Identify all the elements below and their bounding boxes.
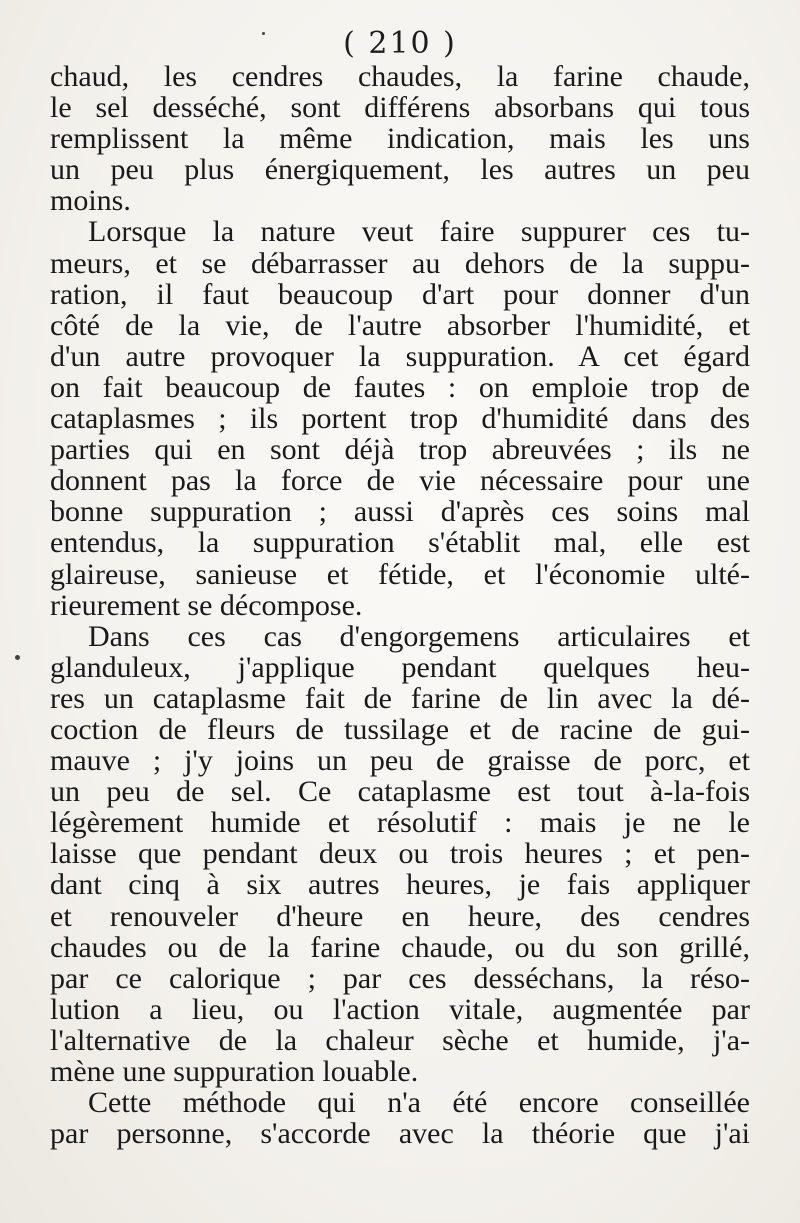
text-line: Dans ces cas d'engorgemens articulaires et — [88, 619, 750, 653]
text-line: remplissent la même indication, mais les uns — [50, 122, 750, 156]
text-line: et renouveler d'heure en heure, des cendres — [50, 899, 750, 933]
text-line: moins. — [50, 184, 131, 218]
text-line: laisse que pendant deux ou trois heures ; et pen- — [50, 837, 750, 871]
text-line: meurs, et se débarrasser au dehors de la suppu- — [50, 246, 750, 280]
text-line: glaireuse, sanieuse et fétide, et l'économie ulté- — [50, 557, 750, 591]
text-line: lution a lieu, ou l'action vitale, augmentée par — [50, 992, 750, 1026]
text-line: côté de la vie, de l'autre absorber l'humidité, et — [50, 308, 750, 342]
text-line: on fait beaucoup de fautes : on emploie trop de — [50, 370, 750, 404]
text-line: mauve ; j'y joins un peu de graisse de porc, et — [50, 744, 750, 778]
text-line: l'alternative de la chaleur sèche et humide, j'a- — [50, 1023, 750, 1057]
text-line: un peu de sel. Ce cataplasme est tout à-la-fois — [50, 775, 750, 809]
text-line: un peu plus énergiquement, les autres un peu — [50, 153, 750, 187]
text-line: Cette méthode qui n'a été encore conseillée — [88, 1086, 750, 1120]
paragraph-4 — [50, 1087, 750, 1149]
text-line: chaud, les cendres chaudes, la farine chaude, — [50, 60, 750, 93]
text-line: coction de fleurs de tussilage et de racine de gui- — [50, 712, 750, 746]
text-line: res un cataplasme fait de farine de lin avec la dé- — [50, 681, 750, 715]
text-line: par personne, s'accorde avec la théorie que j'ai — [50, 1117, 750, 1151]
paragraph-1 — [50, 61, 750, 216]
text-line: ration, il faut beaucoup d'art pour donner d'un — [50, 277, 750, 311]
text-line: entendus, la suppuration s'établit mal, elle est — [50, 526, 750, 560]
text-line: dant cinq à six autres heures, je fais appliquer — [50, 868, 750, 902]
text-line: donnent pas la force de vie nécessaire pour une — [50, 464, 750, 498]
ink-speck — [262, 32, 265, 35]
text-line: parties qui en sont déjà trop abreuvées ; ils ne — [50, 433, 750, 467]
text-line: par ce calorique ; par ces desséchans, la réso- — [50, 961, 750, 995]
text-line: Lorsque la nature veut faire suppurer ces tu- — [88, 215, 750, 249]
text-line: rieurement se décompose. — [50, 588, 363, 622]
text-line: d'un autre provoquer la suppuration. A cet égard — [50, 339, 750, 373]
body-text — [50, 61, 750, 1149]
paragraph-3 — [50, 621, 750, 1087]
text-line: chaudes ou de la farine chaude, ou du son grillé, — [50, 930, 750, 964]
page-number: ( 210 ) — [343, 26, 457, 61]
text-line: légèrement humide et résolutif : mais je ne le — [50, 806, 750, 840]
text-line: glanduleux, j'applique pendant quelques heu- — [50, 650, 750, 684]
text-line: le sel desséché, sont différens absorbans qui tous — [50, 91, 750, 125]
ink-speck — [15, 655, 20, 660]
text-line: cataplasmes ; ils portent trop d'humidité dans des — [50, 402, 750, 436]
paragraph-2 — [50, 216, 750, 620]
text-line: mène une suppuration louable. — [50, 1055, 419, 1088]
text-line: bonne suppuration ; aussi d'après ces soins mal — [50, 495, 750, 529]
